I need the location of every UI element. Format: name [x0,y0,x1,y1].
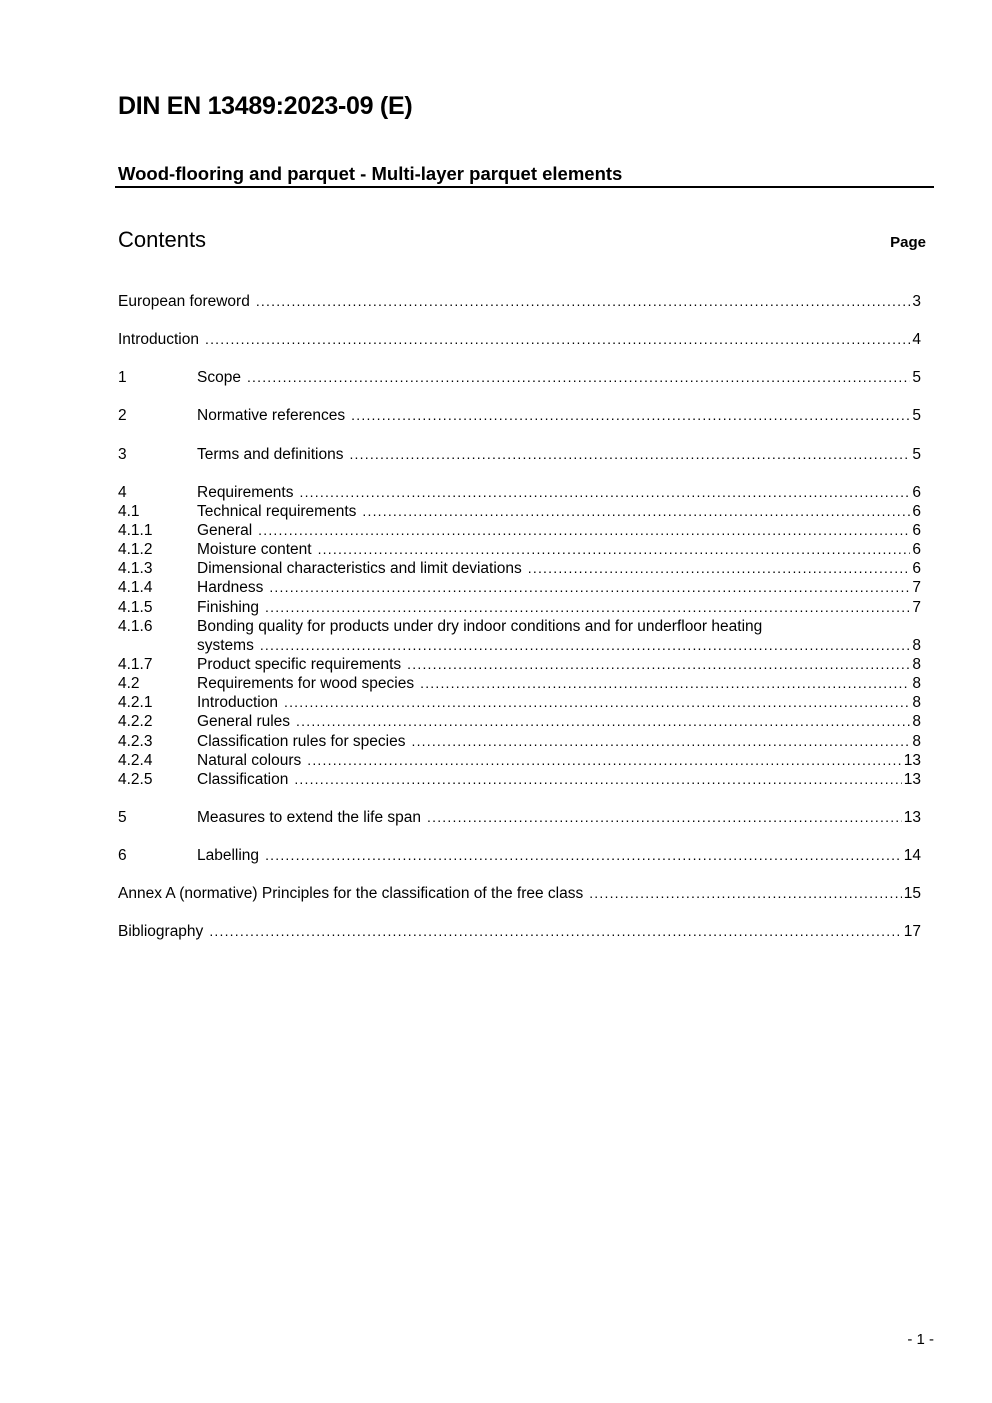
toc-entry-title: Hardness [197,579,264,597]
toc-entry[interactable] [118,483,921,502]
toc-leader [411,732,910,751]
toc-entry-page: 6 [912,541,921,559]
toc-entry-title-continued: systems [197,636,254,654]
toc-entry-number: 4.2.1 [118,694,153,712]
toc-entry-page: 6 [912,521,921,539]
toc-entry-title: Finishing [197,598,260,616]
toc-entry[interactable] [118,732,921,751]
toc-leader [349,445,910,464]
toc-entry-title: Terms and definitions [197,445,344,463]
toc-leader [296,712,910,731]
toc-entry-number: 4.1 [118,502,140,520]
toc-entry[interactable] [118,808,921,827]
toc-entry[interactable] [118,674,921,693]
toc-entry[interactable] [118,712,921,731]
toc-entry-page: 6 [912,502,921,520]
toc-entry[interactable] [118,292,921,311]
toc-leader [294,770,901,789]
toc-entry[interactable] [118,751,921,770]
toc-entry-number: 4.2.2 [118,713,153,731]
toc-entry-page: 8 [912,675,921,693]
toc-entry-number: 4.2.4 [118,751,153,769]
toc-leader [528,559,911,578]
toc-entry-page: 6 [912,560,921,578]
toc-entry-title: Bonding quality for products under dry indoor conditions and for underfloor heating [197,617,763,635]
toc-entry[interactable] [118,655,921,674]
toc-entry[interactable] [118,578,921,597]
toc-entry-title: Normative references [197,407,346,425]
toc-leader [265,846,902,865]
toc-entry-page: 14 [903,847,921,865]
toc-entry-page: 13 [903,808,921,826]
toc-leader [300,483,911,502]
toc-entry-number: 4.2.5 [118,770,153,788]
toc-entry-title: Classification rules for species [197,732,406,750]
toc-entry-number: 4.1.1 [118,521,153,539]
toc-entry-number: 5 [118,808,127,826]
toc-leader [284,693,910,712]
toc-leader [407,655,910,674]
toc-entry-title: Scope [197,369,241,387]
toc-entry-page: 13 [903,751,921,769]
toc-entry-page: 5 [912,407,921,425]
toc-leader [256,292,911,311]
toc-entry[interactable] [118,368,921,387]
toc-leader [307,751,902,770]
toc-leader [205,330,910,349]
toc-entry[interactable] [118,330,921,349]
toc-entry-page: 8 [912,694,921,712]
toc-entry-page: 13 [903,770,921,788]
toc-entry-page: 8 [912,732,921,750]
toc-leader [420,674,910,693]
toc-entry[interactable] [118,846,921,865]
toc-entry-page: 8 [912,713,921,731]
toc-entry-number: 4.1.7 [118,655,153,673]
toc-entry[interactable] [118,884,921,903]
toc-entry-title: Natural colours [197,751,302,769]
toc-entry[interactable] [118,922,921,941]
toc-entry-number: 4.1.5 [118,598,153,616]
toc-entry-page: 5 [912,369,921,387]
toc-entry-number: 2 [118,407,127,425]
toc-entry-title: Product specific requirements [197,655,402,673]
toc-entry-title: Requirements for wood species [197,675,415,693]
toc-entry[interactable] [118,770,921,789]
toc-entry-number: 4.1.3 [118,560,153,578]
toc-entry-number: 4.2 [118,675,140,693]
toc-entry-title: Introduction [118,331,199,349]
toc-entry-title: Dimensional characteristics and limit deviations [197,560,522,578]
toc-entry-page: 6 [912,483,921,501]
toc-entry-title: Labelling [197,847,260,865]
toc-leader [247,368,910,387]
toc-entry-title: Introduction [197,694,278,712]
toc-entry-number: 3 [118,445,127,463]
table-of-contents [118,292,921,942]
toc-leader [362,502,910,521]
toc-entry-page: 17 [903,923,921,941]
toc-entry-page: 15 [903,885,921,903]
toc-entry-title: Measures to extend the life span [197,808,422,826]
document-id: DIN EN 13489:2023-09 (E) [118,92,413,120]
toc-entry-page: 7 [912,598,921,616]
toc-entry-number: 4.1.2 [118,541,153,559]
toc-entry-number: 4.1.4 [118,579,153,597]
contents-heading: Contents [118,227,207,252]
toc-entry-page: 5 [912,445,921,463]
toc-leader [209,922,901,941]
toc-entry-number: 4.1.6 [118,617,153,635]
toc-entry[interactable] [118,559,921,578]
toc-entry-title: Annex A (normative) Principles for the classification of the free class [118,885,584,903]
toc-entry-page: 8 [912,655,921,673]
toc-entry-page: 7 [912,579,921,597]
page-number: - 1 - [907,1331,934,1348]
title-divider [115,186,934,188]
toc-entry[interactable] [118,693,921,712]
toc-entry[interactable] [118,521,921,540]
toc-entry-number: 6 [118,847,127,865]
toc-entry-page: 8 [912,636,921,654]
toc-entry-page: 3 [912,293,921,310]
toc-entry-title: Technical requirements [197,502,357,520]
toc-entry-number: 4.2.3 [118,732,153,750]
toc-entry[interactable] [118,406,921,425]
toc-entry[interactable] [118,598,921,617]
toc-entry-continuation[interactable] [118,636,921,655]
toc-entry-title: European foreword [118,293,250,310]
toc-entry[interactable] [118,445,921,464]
toc-leader [269,578,910,597]
toc-entry-number: 4 [118,483,127,501]
toc-entry-title: General [197,521,253,539]
toc-entry-title: Classification [197,770,289,788]
toc-leader [351,406,910,425]
toc-entry-title: Moisture content [197,541,312,559]
toc-leader [260,636,911,655]
toc-entry[interactable] [118,617,921,636]
toc-entry-page: 4 [912,331,921,349]
toc-leader [258,521,910,540]
toc-entry-title: Requirements [197,483,294,501]
document-subtitle: Wood-flooring and parquet - Multi-layer parquet elements [118,163,623,184]
toc-leader [265,598,910,617]
toc-entry-number: 1 [118,369,127,387]
toc-entry-title: General rules [197,713,291,731]
toc-entry-title: Bibliography [118,923,204,941]
toc-entry[interactable] [118,540,921,559]
toc-leader [427,808,902,827]
page-column-heading: Page [890,234,926,251]
toc-leader [589,884,902,903]
toc-leader [318,540,911,559]
toc-entry[interactable] [118,502,921,521]
